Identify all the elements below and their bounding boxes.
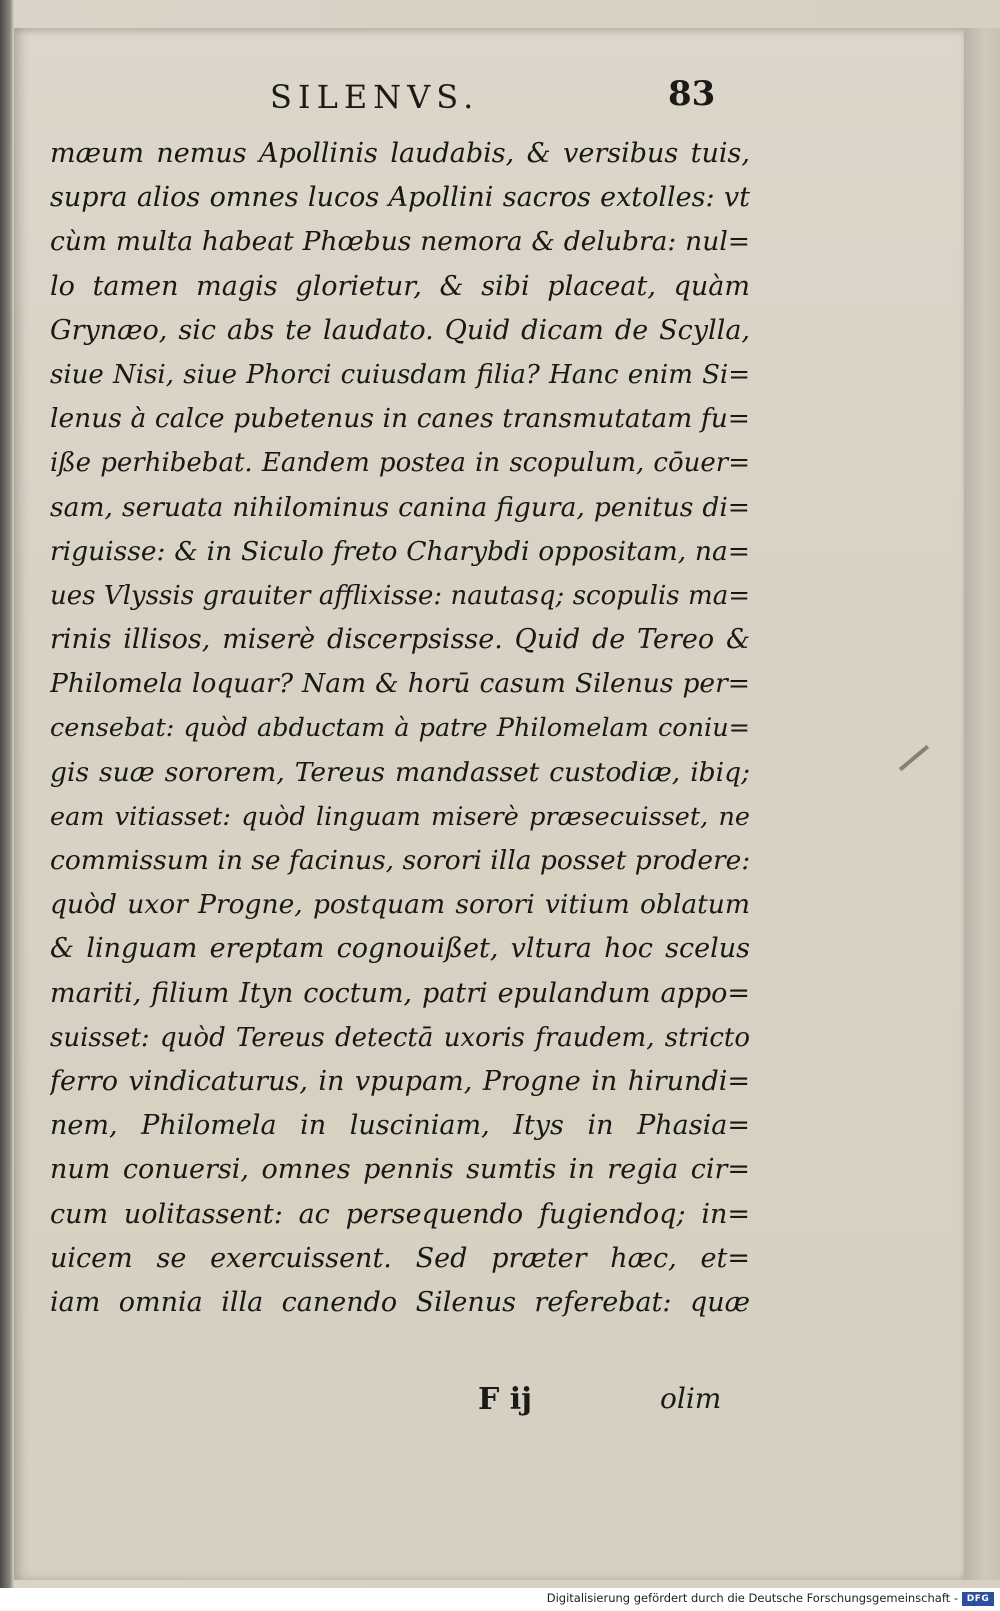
funding-credit: Digitalisierung gefördert durch die Deutsche Forschungsgemeinschaft -: [546, 1591, 958, 1605]
dfg-logo: DFG: [962, 1592, 994, 1606]
text-line: iam omnia illa canendo Silenus referebat: quæ: [50, 1286, 750, 1318]
text-line: lo tamen magis glorietur, & sibi placeat, quàm: [50, 270, 750, 302]
text-line: ferro vindicaturus, in vpupam, Progne in hirundi=: [50, 1065, 750, 1097]
text-line: suisset: quòd Tereus detectā uxoris fraudem, stricto: [50, 1022, 750, 1053]
signature-mark: F ij: [478, 1382, 532, 1417]
footer-bar: [0, 1588, 1000, 1611]
running-head-title: SILENVS.: [270, 78, 480, 116]
page-edge: [964, 28, 1000, 1580]
page-number: 83: [668, 74, 716, 114]
text-line: nem, Philomela in lusciniam, Itys in Phasia=: [50, 1110, 750, 1142]
text-line: cum uolitassent: ac persequendo fugiendoq; in=: [50, 1198, 750, 1230]
body-text: [50, 132, 750, 1325]
text-line: cùm multa habeat Phœbus nemora & delubra: nul=: [50, 226, 750, 258]
text-line: gis suæ sororem, Tereus mandasset custodiæ, ibiq;: [50, 756, 750, 788]
text-line: commissum in se facinus, sorori illa posset prodere:: [50, 845, 750, 876]
text-line: Grynæo, sic abs te laudato. Quid dicam de Scylla,: [50, 314, 750, 346]
text-line: lenus à calce pubetenus in canes transmutatam fu=: [50, 403, 750, 435]
running-head: [0, 68, 1000, 128]
text-line: eam vitiasset: quòd linguam miserè præsecuisset, ne: [50, 801, 750, 832]
text-line: uicem se exercuissent. Sed præter hæc, et=: [50, 1242, 750, 1274]
signature-line: [0, 1378, 1000, 1428]
text-line: quòd uxor Progne, postquam sorori vitium oblatum: [50, 889, 750, 921]
text-line: sam, seruata nihilominus canina figura, penitus di=: [50, 491, 750, 523]
text-line: censebat: quòd abductam à patre Philomelam coniu=: [50, 713, 750, 744]
text-line: ues Vlyssis grauiter afflixisse: nautasq; scopulis ma=: [50, 580, 750, 611]
text-line: riguisse: & in Siculo freto Charybdi oppositam, na=: [50, 535, 750, 567]
text-line: Philomela loquar? Nam & horū casum Silenus per=: [50, 668, 750, 700]
text-line: & linguam ereptam cognouißet, vltura hoc scelus: [50, 933, 750, 965]
text-line: mariti, filium Ityn coctum, patri epulandum appo=: [50, 977, 750, 1009]
text-line: mæum nemus Apollinis laudabis, & versibus tuis,: [50, 138, 750, 169]
text-line: num conuersi, omnes pennis sumtis in regia cir=: [50, 1154, 750, 1186]
text-line: rinis illisos, miserè discerpsisse. Quid de Tereo &: [50, 624, 750, 656]
catchword: olim: [660, 1382, 722, 1415]
text-line: supra alios omnes lucos Apollini sacros extolles: vt: [50, 182, 750, 214]
text-line: siue Nisi, siue Phorci cuiusdam filia? Hanc enim Si=: [50, 359, 750, 390]
text-line: iße perhibebat. Eandem postea in scopulum, cōuer=: [50, 448, 750, 479]
